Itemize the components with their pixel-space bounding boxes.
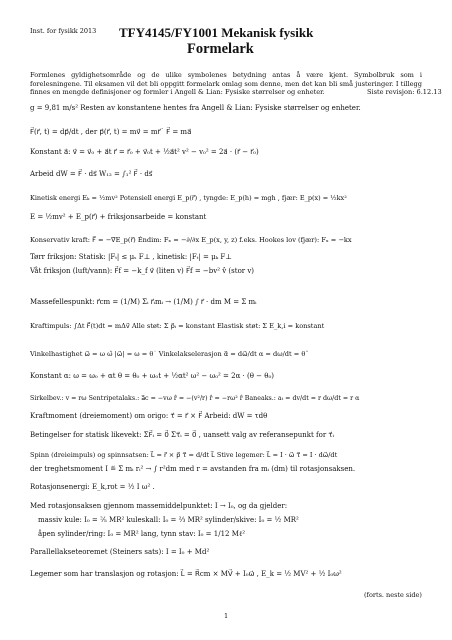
constant-angular-acceleration-line: Konstant α: ω = ω₀ + αt θ = θ₀ + ω₀t + ½αt² ω² − ω₀² = 2α · (θ − θ₀): [30, 372, 275, 380]
moment-of-inertia-line: der treghetsmoment I ≝ Σ mᵢ rᵢ² → ∫ r²dm med r = avstanden fra mᵢ (dm) til rotasjonsaksen.: [30, 465, 356, 473]
cm-axis-line: Med rotasjonsaksen gjennom massemiddelpunktet: I → I₀, og da gjelder:: [30, 502, 288, 510]
energy-conservation-line: E = ½mv² + E_p(r⃗) + friksjonsarbeide = konstant: [30, 213, 207, 221]
parallel-axis-line: Parallellakseteoremet (Steiners sats): I = I₀ + Md²: [30, 548, 210, 556]
angular-velocity-line: Vinkelhastighet ω⃗ = ω ω̂ |ω⃗| = ω = θ˙ Vinkelakselerasjon α⃗ = dω⃗/dt α = dω/dt = θ¨: [30, 350, 309, 358]
constant-acceleration-line: Konstant a⃗: v⃗ = v⃗₀ + a⃗t r⃗ = r⃗₀ + v⃗₀t + ½a⃗t² v² − v₀² = 2a⃗ · (r⃗ − r⃗₀): [30, 148, 259, 156]
page-title: Formelark: [187, 41, 254, 57]
angular-momentum-line: Spinn (dreieimpuls) og spinnsatsen: L⃗ = r⃗ × p⃗ τ⃗ = d/dt L⃗ Stive legemer: L⃗ = I · ω⃗ τ⃗ = I · dω⃗/dt: [30, 451, 338, 459]
conservative-force-line: Konservativ kraft: F⃗ = −∇⃗E_p(r⃗) Éndim: Fₓ = −∂/∂x E_p(x, y, z) f.eks. Hookes lov (fjær): Fₓ = −kx: [30, 236, 352, 244]
torque-line: Kraftmoment (dreiemoment) om origo: τ⃗ = r⃗ × F⃗ Arbeid: dW = τdθ: [30, 412, 268, 420]
wet-friction-line: Våt friksjon (luft/vann): F⃗f = −k_f v⃗ (liten v) F⃗f = −bv² v̂ (stor v): [30, 267, 255, 275]
institute-label: Inst. for fysikk 2013: [30, 27, 97, 35]
inertia-sphere-cylinder-line: massiv kule: I₀ = ⅖ MR² kuleskall: I₀ = ⅔ MR² sylinder/skive: I₀ = ½ MR²: [38, 516, 299, 524]
translation-rotation-line: Legemer som har translasjon og rotasjon: L⃗ = R⃗cm × MV⃗ + I₀ω⃗ , E_k = ½ MV² + ½ I₀ω²: [30, 570, 342, 578]
page-number: 1: [224, 612, 229, 620]
center-of-mass-line: Massefellespunkt: r⃗cm = (1/M) Σᵢ r⃗ᵢmᵢ → (1/M) ∫ r⃗ · dm M = Σ mᵢ: [30, 298, 257, 306]
rotational-energy-line: Rotasjonsenergi: E_k,rot = ½ I ω² .: [30, 483, 155, 491]
inertia-ring-rod-line: åpen sylinder/ring: I₀ = MR² lang, tynn stav: I₀ = 1/12 Mℓ²: [38, 530, 246, 538]
revision-label: Siste revisjon: 6.12.13: [367, 88, 442, 96]
gravity-constant-line: g = 9,81 m/s² Resten av konstantene hentes fra Angell & Lian: Fysiske størrelser og enheter.: [30, 104, 361, 112]
impulse-line: Kraftimpuls: ∫Δt F⃗(t)dt = mΔv⃗ Alle støt: Σ p⃗ᵢ = konstant Elastisk støt: Σ E_k,i = konstant: [30, 322, 325, 330]
static-equilibrium-line: Betingelser for statisk likevekt: ΣF⃗ᵢ = 0⃗ Στ⃗ᵢ = 0⃗ , uansett valg av referansepunkt for τ⃗ᵢ: [30, 431, 335, 439]
continued-label: (forts. neste side): [364, 591, 422, 599]
circular-motion-line: Sirkelbev.: v = rω Sentripetalaks.: a⃗c = −vω r̂ = −(v²/r) r̂ = −rω² r̂ Baneaks.: aₜ = dv/dt = r dω/dt = r α: [30, 395, 360, 402]
work-line: Arbeid dW = F⃗ · ds⃗ W₁₂ = ∫₁² F⃗ · ds⃗: [30, 170, 153, 178]
course-title: TFY4145/FY1001 Mekanisk fysikk: [119, 25, 314, 40]
newton-second-law-line: F⃗(r⃗, t) = dp⃗/dt , der p⃗(r⃗, t) = mv⃗ = mr⃗˙ F⃗ = ma⃗: [30, 128, 192, 136]
intro-paragraph: Formlenes gyldighetsområde og de ulike symbolenes betydning antas å være kjent. Symbolbruk som i forelesningene. Til eksamen vil det bli oppgitt formelark omlag som denne, men det kan bli små justeringer. I tillegg finnes en mengde definisjoner og formler i Angell & Lian: Fysiske størrelser og enheter.: [30, 71, 422, 97]
energy-line: Kinetisk energi Eₖ = ½mv² Potensiell energi E_p(r⃗) , tyngde: E_p(h) = mgh , fjær: E_p(x) = ½kx²: [30, 194, 347, 202]
dry-friction-line: Tørr friksjon: Statisk: |Fₜ| ≤ μₛ F⊥ , kinetisk: |Fₜ| = μₖ F⊥: [30, 253, 232, 261]
